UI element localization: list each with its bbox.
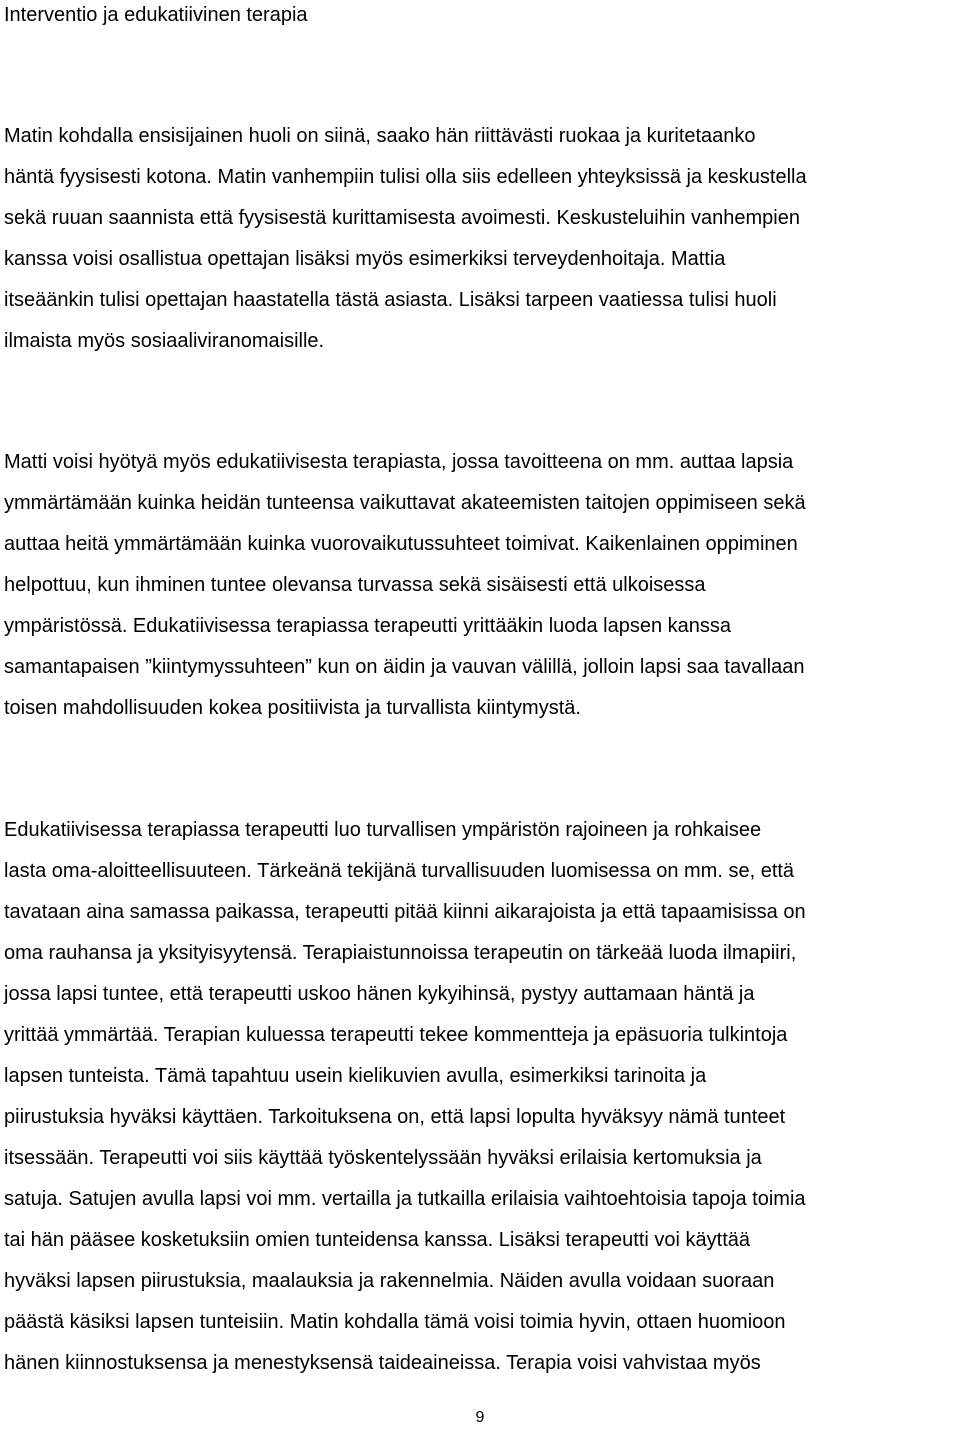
text-line: sekä ruuan saannista että fyysisestä kurittamisesta avoimesti. Keskusteluihin vanhempien (4, 207, 800, 229)
text-line: helpottuu, kun ihminen tuntee olevansa turvassa sekä sisäisesti että ulkoisessa (4, 574, 706, 596)
text-line: hyväksi lapsen piirustuksia, maalauksia ja rakennelmia. Näiden avulla voidaan suoraan (4, 1270, 775, 1292)
text-line: yrittää ymmärtää. Terapian kuluessa terapeutti tekee kommentteja ja epäsuoria tulkintoja (4, 1024, 788, 1046)
text-line: ympäristössä. Edukatiivisessa terapiassa terapeutti yrittääkin luoda lapsen kanssa (4, 615, 732, 637)
text-line: auttaa heitä ymmärtämään kuinka vuorovaikutussuhteet toimivat. Kaikenlainen oppiminen (4, 533, 798, 555)
text-line: Edukatiivisessa terapiassa terapeutti luo turvallisen ympäristön rajoineen ja rohkaisee (4, 819, 762, 841)
page-number: 9 (475, 1409, 485, 1426)
text-line: itseäänkin tulisi opettajan haastatella tästä asiasta. Lisäksi tarpeen vaatiessa tulisi huoli (4, 289, 777, 311)
text-line: tai hän pääsee kosketuksiin omien tunteidensa kanssa. Lisäksi terapeutti voi käyttää (4, 1229, 750, 1251)
text-line: Matti voisi hyötyä myös edukatiivisesta terapiasta, jossa tavoitteena on mm. auttaa lapsia (4, 451, 794, 473)
text-line: ilmaista myös sosiaaliviranomaisille. (4, 330, 325, 352)
text-line: lapsen tunteista. Tämä tapahtuu usein kielikuvien avulla, esimerkiksi tarinoita ja (4, 1065, 707, 1087)
text-line: Matin kohdalla ensisijainen huoli on siinä, saako hän riittävästi ruokaa ja kuritetaanko (4, 125, 756, 147)
text-line: toisen mahdollisuuden kokea positiivista ja turvallista kiintymystä. (4, 697, 581, 719)
paragraph-1 (4, 116, 958, 362)
text-line: piirustuksia hyväksi käyttäen. Tarkoituksena on, että lapsi lopulta hyväksyy nämä tunteet (4, 1106, 786, 1128)
text-line: jossa lapsi tuntee, että terapeutti uskoo hänen kykyihinsä, pystyy auttamaan häntä ja (4, 983, 755, 1005)
text-line: häntä fyysisesti kotona. Matin vanhempiin tulisi olla siis edelleen yhteyksissä ja keskustella (4, 166, 807, 188)
section-heading: Interventio ja edukatiivinen terapia (4, 4, 308, 26)
text-line: lasta oma-aloitteellisuuteen. Tärkeänä tekijänä turvallisuuden luomisessa on mm. se, että (4, 860, 795, 882)
text-line: hänen kiinnostuksensa ja menestyksensä taideaineissa. Terapia voisi vahvistaa myös (4, 1352, 761, 1374)
paragraph-3 (4, 810, 958, 1384)
text-line: päästä käsiksi lapsen tunteisiin. Matin kohdalla tämä voisi toimia hyvin, ottaen huomioon (4, 1311, 786, 1333)
text-line: ymmärtämään kuinka heidän tunteensa vaikuttavat akateemisten taitojen oppimiseen sekä (4, 492, 806, 514)
paragraph-2 (4, 442, 958, 729)
text-line: samantapaisen ”kiintymyssuhteen” kun on äidin ja vauvan välillä, jolloin lapsi saa tavallaan (4, 656, 805, 678)
text-line: oma rauhansa ja yksityisyytensä. Terapiaistunnoissa terapeutin on tärkeää luoda ilmapiiri, (4, 942, 797, 964)
text-line: kanssa voisi osallistua opettajan lisäksi myös esimerkiksi terveydenhoitaja. Mattia (4, 248, 726, 270)
text-line: satuja. Satujen avulla lapsi voi mm. vertailla ja tutkailla erilaisia vaihtoehtoisia tapoja toimia (4, 1188, 806, 1210)
text-line: tavataan aina samassa paikassa, terapeutti pitää kiinni aikarajoista ja että tapaamisissa on (4, 901, 806, 923)
text-line: itsessään. Terapeutti voi siis käyttää työskentelyssään hyväksi erilaisia kertomuksia ja (4, 1147, 762, 1169)
